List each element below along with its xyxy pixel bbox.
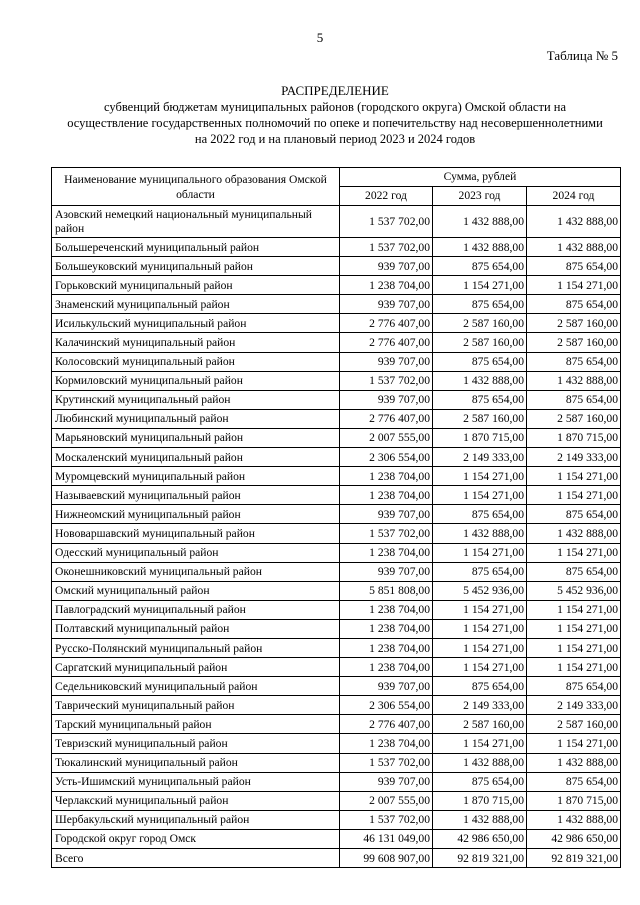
table-row (52, 677, 621, 696)
table-row (52, 486, 621, 505)
header-year-2023: 2023 год (433, 187, 527, 206)
value-2023: 875 654,00 (433, 390, 527, 409)
value-2022: 1 238 704,00 (340, 619, 433, 638)
subvention-table (51, 167, 621, 868)
value-2024: 875 654,00 (527, 772, 621, 791)
value-2023: 1 432 888,00 (433, 238, 527, 257)
value-2024: 42 986 650,00 (527, 829, 621, 848)
title-line-3: на 2022 год и на плановый период 2023 и 2024 годов (194, 132, 476, 146)
value-2022: 2 776 407,00 (340, 314, 433, 333)
municipality-name: Колосовский муниципальный район (52, 352, 340, 371)
value-2022: 1 238 704,00 (340, 276, 433, 295)
table-row (52, 257, 621, 276)
value-2023: 875 654,00 (433, 257, 527, 276)
value-2022: 939 707,00 (340, 505, 433, 524)
value-2024: 1 154 271,00 (527, 467, 621, 486)
value-2024: 1 432 888,00 (527, 753, 621, 772)
value-2023: 2 587 160,00 (433, 409, 527, 428)
value-2023: 1 432 888,00 (433, 371, 527, 390)
value-2024: 2 587 160,00 (527, 333, 621, 352)
value-2023: 1 154 271,00 (433, 276, 527, 295)
municipality-name: Муромцевский муниципальный район (52, 467, 340, 486)
value-2023: 2 587 160,00 (433, 333, 527, 352)
municipality-name: Нижнеомский муниципальный район (52, 505, 340, 524)
value-2022: 2 776 407,00 (340, 715, 433, 734)
municipality-name: Полтавский муниципальный район (52, 619, 340, 638)
municipality-name: Исилькульский муниципальный район (52, 314, 340, 333)
value-2022: 1 238 704,00 (340, 600, 433, 619)
value-2024: 1 432 888,00 (527, 810, 621, 829)
header-municipality: Наименование муниципального образования Омской области (52, 168, 340, 206)
municipality-name: Москаленский муниципальный район (52, 448, 340, 467)
value-2022: 1 537 702,00 (340, 810, 433, 829)
title-heading: РАСПРЕДЕЛЕНИЕ (281, 83, 389, 98)
municipality-name: Знаменский муниципальный район (52, 295, 340, 314)
value-2023: 1 870 715,00 (433, 791, 527, 810)
table-row (52, 206, 621, 238)
table-row (52, 734, 621, 753)
value-2022: 939 707,00 (340, 772, 433, 791)
municipality-name: Большеуковский муниципальный район (52, 257, 340, 276)
value-2023: 1 432 888,00 (433, 524, 527, 543)
value-2022: 1 537 702,00 (340, 371, 433, 390)
value-2024: 875 654,00 (527, 677, 621, 696)
table-label: Таблица № 5 (546, 48, 618, 63)
value-2023: 875 654,00 (433, 295, 527, 314)
municipality-name: Всего (52, 849, 340, 868)
value-2024: 1 154 271,00 (527, 600, 621, 619)
table-row (52, 638, 621, 657)
value-2024: 875 654,00 (527, 562, 621, 581)
value-2022: 1 238 704,00 (340, 486, 433, 505)
title-line-1: субвенций бюджетам муниципальных районов (городского округа) Омской области на (103, 100, 566, 114)
value-2023: 1 154 271,00 (433, 658, 527, 677)
municipality-name: Кормиловский муниципальный район (52, 371, 340, 390)
value-2023: 1 154 271,00 (433, 467, 527, 486)
table-row (52, 524, 621, 543)
value-2023: 875 654,00 (433, 772, 527, 791)
table-row (52, 428, 621, 447)
value-2022: 1 537 702,00 (340, 524, 433, 543)
value-2024: 2 149 333,00 (527, 448, 621, 467)
municipality-name: Нововаршавский муниципальный район (52, 524, 340, 543)
value-2024: 5 452 936,00 (527, 581, 621, 600)
value-2024: 1 154 271,00 (527, 486, 621, 505)
value-2022: 1 537 702,00 (340, 238, 433, 257)
table-row (52, 371, 621, 390)
municipality-name: Тюкалинский муниципальный район (52, 753, 340, 772)
value-2024: 875 654,00 (527, 257, 621, 276)
municipality-name: Любинский муниципальный район (52, 409, 340, 428)
value-2024: 1 432 888,00 (527, 524, 621, 543)
value-2022: 939 707,00 (340, 562, 433, 581)
municipality-name: Седельниковский муниципальный район (52, 677, 340, 696)
value-2024: 1 154 271,00 (527, 734, 621, 753)
value-2022: 1 238 704,00 (340, 658, 433, 677)
value-2022: 939 707,00 (340, 295, 433, 314)
value-2023: 42 986 650,00 (433, 829, 527, 848)
table-row (52, 409, 621, 428)
value-2022: 1 238 704,00 (340, 543, 433, 562)
municipality-name: Марьяновский муниципальный район (52, 428, 340, 447)
municipality-name: Омский муниципальный район (52, 581, 340, 600)
value-2024: 2 149 333,00 (527, 696, 621, 715)
value-2022: 1 537 702,00 (340, 206, 433, 238)
value-2024: 1 870 715,00 (527, 791, 621, 810)
table-row (52, 849, 621, 868)
value-2023: 1 154 271,00 (433, 734, 527, 753)
table-row (52, 543, 621, 562)
value-2022: 939 707,00 (340, 677, 433, 696)
page-number: 5 (316, 30, 324, 45)
value-2022: 2 306 554,00 (340, 448, 433, 467)
table-row (52, 467, 621, 486)
value-2024: 875 654,00 (527, 505, 621, 524)
table-row (52, 314, 621, 333)
value-2024: 1 154 271,00 (527, 276, 621, 295)
municipality-name: Тарский муниципальный район (52, 715, 340, 734)
value-2024: 1 432 888,00 (527, 206, 621, 238)
value-2022: 939 707,00 (340, 352, 433, 371)
table-row (52, 619, 621, 638)
municipality-name: Горьковский муниципальный район (52, 276, 340, 295)
municipality-name: Калачинский муниципальный район (52, 333, 340, 352)
value-2023: 1 154 271,00 (433, 600, 527, 619)
table-row (52, 505, 621, 524)
municipality-name: Черлакский муниципальный район (52, 791, 340, 810)
table-row (52, 810, 621, 829)
value-2024: 875 654,00 (527, 390, 621, 409)
value-2022: 46 131 049,00 (340, 829, 433, 848)
value-2023: 1 432 888,00 (433, 810, 527, 829)
value-2024: 1 432 888,00 (527, 371, 621, 390)
municipality-name: Таврический муниципальный район (52, 696, 340, 715)
value-2023: 92 819 321,00 (433, 849, 527, 868)
table-row (52, 448, 621, 467)
table-row (52, 390, 621, 409)
table-row (52, 238, 621, 257)
title-line-2: осуществление государственных полномочий по опеке и попечительству над несовершеннолетними (67, 116, 603, 130)
municipality-name: Павлоградский муниципальный район (52, 600, 340, 619)
table-row (52, 829, 621, 848)
header-year-2024: 2024 год (527, 187, 621, 206)
value-2022: 2 007 555,00 (340, 428, 433, 447)
value-2023: 5 452 936,00 (433, 581, 527, 600)
table-row (52, 333, 621, 352)
value-2024: 1 154 271,00 (527, 658, 621, 677)
municipality-name: Русско-Полянский муниципальный район (52, 638, 340, 657)
value-2023: 1 154 271,00 (433, 486, 527, 505)
value-2023: 2 587 160,00 (433, 715, 527, 734)
table-row (52, 658, 621, 677)
municipality-name: Саргатский муниципальный район (52, 658, 340, 677)
value-2024: 875 654,00 (527, 295, 621, 314)
table-row (52, 791, 621, 810)
table-row (52, 352, 621, 371)
municipality-name: Городской округ город Омск (52, 829, 340, 848)
value-2023: 1 432 888,00 (433, 206, 527, 238)
value-2023: 2 149 333,00 (433, 448, 527, 467)
value-2022: 2 776 407,00 (340, 409, 433, 428)
value-2022: 5 851 808,00 (340, 581, 433, 600)
value-2023: 875 654,00 (433, 562, 527, 581)
table-row (52, 562, 621, 581)
value-2024: 2 587 160,00 (527, 314, 621, 333)
document-title (40, 83, 630, 147)
value-2024: 1 432 888,00 (527, 238, 621, 257)
table-row (52, 715, 621, 734)
value-2023: 2 149 333,00 (433, 696, 527, 715)
value-2024: 1 870 715,00 (527, 428, 621, 447)
value-2023: 875 654,00 (433, 505, 527, 524)
municipality-name: Усть-Ишимский муниципальный район (52, 772, 340, 791)
value-2023: 1 432 888,00 (433, 753, 527, 772)
value-2022: 939 707,00 (340, 257, 433, 276)
municipality-name: Одесский муниципальный район (52, 543, 340, 562)
value-2022: 2 007 555,00 (340, 791, 433, 810)
municipality-name: Шербакульский муниципальный район (52, 810, 340, 829)
table-row (52, 772, 621, 791)
value-2023: 875 654,00 (433, 352, 527, 371)
value-2023: 1 154 271,00 (433, 638, 527, 657)
value-2022: 1 238 704,00 (340, 734, 433, 753)
value-2024: 875 654,00 (527, 352, 621, 371)
value-2023: 875 654,00 (433, 677, 527, 696)
table-row (52, 696, 621, 715)
value-2024: 2 587 160,00 (527, 715, 621, 734)
value-2022: 1 238 704,00 (340, 638, 433, 657)
value-2024: 1 154 271,00 (527, 638, 621, 657)
value-2022: 99 608 907,00 (340, 849, 433, 868)
value-2024: 1 154 271,00 (527, 543, 621, 562)
table-row (52, 600, 621, 619)
value-2023: 1 870 715,00 (433, 428, 527, 447)
municipality-name: Большереченский муниципальный район (52, 238, 340, 257)
municipality-name: Азовский немецкий национальный муниципальный район (52, 206, 340, 238)
municipality-name: Называевский муниципальный район (52, 486, 340, 505)
value-2024: 92 819 321,00 (527, 849, 621, 868)
header-sum: Сумма, рублей (340, 168, 621, 187)
value-2022: 2 306 554,00 (340, 696, 433, 715)
value-2023: 1 154 271,00 (433, 543, 527, 562)
header-year-2022: 2022 год (340, 187, 433, 206)
value-2023: 1 154 271,00 (433, 619, 527, 638)
value-2022: 939 707,00 (340, 390, 433, 409)
municipality-name: Тевризский муниципальный район (52, 734, 340, 753)
value-2023: 2 587 160,00 (433, 314, 527, 333)
municipality-name: Крутинский муниципальный район (52, 390, 340, 409)
value-2022: 2 776 407,00 (340, 333, 433, 352)
value-2022: 1 238 704,00 (340, 467, 433, 486)
value-2022: 1 537 702,00 (340, 753, 433, 772)
municipality-name: Оконешниковский муниципальный район (52, 562, 340, 581)
table-row (52, 581, 621, 600)
value-2024: 2 587 160,00 (527, 409, 621, 428)
value-2024: 1 154 271,00 (527, 619, 621, 638)
table-row (52, 295, 621, 314)
table-row (52, 276, 621, 295)
table-row (52, 753, 621, 772)
